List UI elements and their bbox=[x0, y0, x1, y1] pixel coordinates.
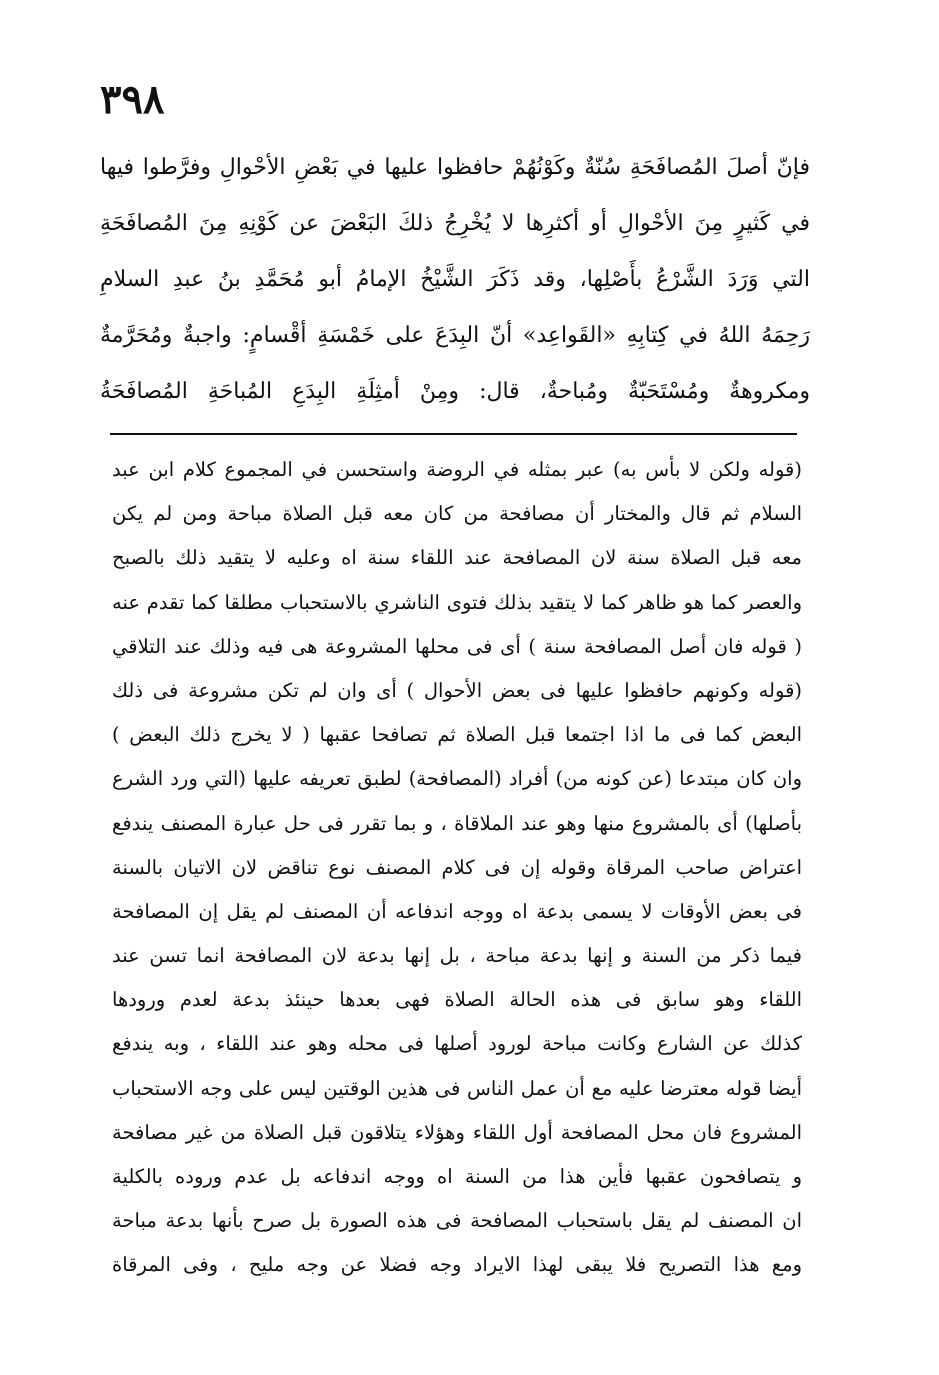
footnote-line: فيما ذكر من السنة و إنها بدعة مباحة ، بل إنها بدعة لان المصافحة انما تسن عند bbox=[112, 944, 802, 968]
footnote-line: ( قوله فان أصل المصافحة سنة ) أى فى محلها المشروعة هى فيه وذلك عند التلاقي bbox=[112, 634, 802, 658]
footnote-divider bbox=[110, 433, 797, 435]
footnote-line: ان المصنف لم يقل باستحباب المصافحة فى هذه الصورة بل صرح بأنها بدعة مباحة bbox=[112, 1209, 802, 1233]
main-text-line: ومكروهةٌ ومُسْتَحَبّةٌ ومُباحةٌ، قال: ومِنْ أمثِلَةِ البِدَعِ المُباحَةِ المُصافَحَةُ bbox=[100, 379, 810, 404]
footnote-line: و يتصافحون عقبها فأين هذا من السنة اه ووجه اندفاعه بل عدم وروده بالكلية bbox=[112, 1165, 802, 1188]
footnote-line: اعتراض صاحب المرقاة وقوله إن فى كلام المصنف نوع تناقض لان الاتيان بالسنة bbox=[112, 855, 802, 879]
footnote-line: السلام ثم قال والمختار أن مصافحة من كان معه قبل الصلاة مباحة ومن لم يكن bbox=[112, 502, 802, 526]
footnote-line: البعض كما فى ما اذا اجتمعا قبل الصلاة ثم تصافحا عقبها ( لا يخرج ذلك البعض ) bbox=[112, 723, 802, 747]
footnote-line: بأصلها) أى بالمشروع منها وهو عند الملاقاة ، و بما تقرر فى حل عبارة المصنف يندفع bbox=[112, 811, 802, 835]
main-text-line: فإنّ أصلَ المُصافَحَةِ سُنّةٌ وكَوْنُهُمْ حافظوا عليها في بَعْضِ الأحْوالِ وفرَّطوا فيها bbox=[100, 155, 810, 180]
footnote-line: والعصر كما هو ظاهر كما لا يتقيد بذلك فتوى الناشري بالاستحباب مطلقا كما تقدم عنه bbox=[112, 590, 802, 614]
footnote-line: (قوله وكونهم حافظوا عليها فى بعض الأحوال ) أى وان لم تكن مشروعة فى ذلك bbox=[112, 678, 802, 702]
footnote-line: المشروع فان محل المصافحة أول اللقاء وهؤلاء يتلاقون قبل الصلاة من غير مصافحة bbox=[112, 1120, 802, 1144]
footnote-line: فى بعض الأوقات لا يسمى بدعة اه ووجه اندفاعه أن المصنف لم يقل إن المصافحة bbox=[112, 899, 802, 923]
footnote-line: وان كان مبتدعا (عن كونه من) أفراد (المصافحة) لطبق تعريفه عليها (التي ورد الشرع bbox=[112, 767, 802, 791]
footnote-line: ومع هذا التصريح فلا يبقى لهذا الايراد وجه فضلا عن وجه مليح ، وفى المرقاة bbox=[112, 1253, 802, 1277]
main-text-line: رَحِمَهُ اللهُ في كِتابِهِ «القَواعِد» أنّ البِدَعَ على خَمْسَةِ أقْسامٍ: واجبةٌ ومُحَرَّمةٌ bbox=[100, 323, 810, 348]
main-text-line: التي وَرَدَ الشَّرْعُ بأَصْلِها، وقد ذَكَرَ الشَّيْخُ الإمامُ أبو مُحَمَّدِ بنُ عبدِ السلامِ bbox=[100, 267, 810, 292]
footnotes-block bbox=[112, 448, 802, 1288]
main-text-line: في كَثيرٍ مِنَ الأحْوالِ أو أكثرِها لا يُخْرِجُ ذلكَ البَعْضَ عن كَوْنِهِ مِنَ المُصافَحَةِ bbox=[100, 211, 810, 236]
footnote-line: كذلك عن الشارع وكانت مباحة لورود أصلها فى محله وهو عند اللقاء ، وبه يندفع bbox=[112, 1032, 802, 1056]
footnote-line: اللقاء وهو سابق فى هذه الحالة الصلاة فهى بعدها حينئذ بدعة لعدم ورودها bbox=[112, 988, 802, 1012]
footnote-line: (قوله ولكن لا بأس به) عبر بمثله في الروضة واستحسن في المجموع كلام ابن عبد bbox=[112, 458, 802, 481]
footnote-line: معه قبل الصلاة سنة لان المصافحة عند اللقاء سنة اه وعليه لا يتقيد ذلك بالصبح bbox=[112, 546, 802, 570]
main-text-block bbox=[100, 140, 810, 420]
page-number: ٣٩٨ bbox=[100, 76, 165, 123]
footnote-line: أيضا قوله معترضا عليه مع أن عمل الناس فى هذين الوقتين ليس على وجه الاستحباب bbox=[112, 1076, 802, 1100]
